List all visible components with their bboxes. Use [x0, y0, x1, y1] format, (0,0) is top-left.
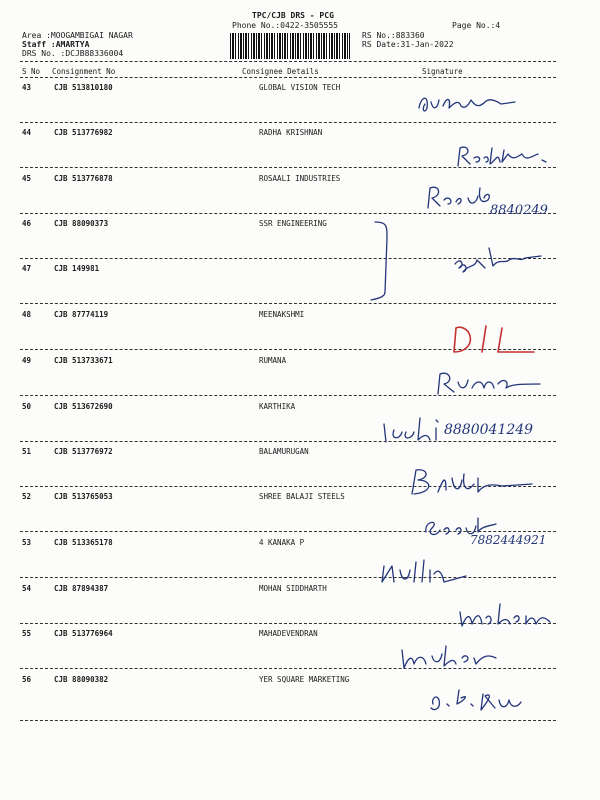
drs-number: DRS No. :DCJB88336004 — [22, 49, 124, 58]
row-consignee: ROSAALI INDUSTRIES — [259, 174, 341, 183]
barcode — [230, 33, 350, 59]
dl-mark-row-48 — [448, 322, 538, 356]
page-number: Page No.:4 — [452, 21, 501, 30]
row-consignment: CJB 88090382 — [54, 675, 109, 684]
signature-row-44 — [452, 140, 562, 170]
column-header-divider — [20, 77, 556, 78]
row-sno: 49 — [22, 356, 32, 365]
row-consignment: CJB 513733671 — [54, 356, 113, 365]
row-consignment: CJB 88090373 — [54, 219, 109, 228]
row-sno: 53 — [22, 538, 32, 547]
row-sno: 48 — [22, 310, 32, 319]
row-consignee: SHREE BALAJI STEELS — [259, 492, 345, 501]
signature-row-43 — [415, 88, 535, 118]
row-consignee: BALAMURUGAN — [259, 447, 309, 456]
header-divider — [20, 61, 556, 62]
row-consignee: KARTHIKA — [259, 402, 296, 411]
signature-row-55 — [398, 640, 508, 670]
signature-row-45 — [420, 180, 600, 220]
row-sno: 54 — [22, 584, 32, 593]
row-consignee: MAHADEVENDRAN — [259, 629, 318, 638]
rs-number: RS No.:883360 — [362, 31, 425, 40]
row-sno: 56 — [22, 675, 32, 684]
signature-row-56 — [425, 686, 565, 714]
column-header-signature: Signature — [422, 67, 463, 76]
row-sno: 43 — [22, 83, 32, 92]
row-consignment: CJB 513776878 — [54, 174, 113, 183]
row-consignment: CJB 513765053 — [54, 492, 113, 501]
row-consignee: MOHAN SIDDHARTH — [259, 584, 327, 593]
signature-row-52 — [420, 508, 600, 546]
row-sno: 52 — [22, 492, 32, 501]
row-sno: 46 — [22, 219, 32, 228]
row-consignee: RADHA KRISHNAN — [259, 128, 323, 137]
row-sno: 44 — [22, 128, 32, 137]
signature-row-49 — [432, 366, 552, 398]
row-consignee: YER SQUARE MARKETING — [259, 675, 350, 684]
row-consignment: CJB 513365178 — [54, 538, 113, 547]
phone-50: 8880041249 — [444, 422, 534, 438]
row-consignee: SSR ENGINEERING — [259, 219, 327, 228]
row-consignment: CJB 513776964 — [54, 629, 113, 638]
phone-52: 7882444921 — [470, 533, 547, 547]
row-consignment: CJB 513776972 — [54, 447, 113, 456]
row-divider — [20, 720, 556, 721]
signature-row-50 — [380, 410, 600, 446]
row-consignee: RUMANA — [259, 356, 287, 365]
row-sno: 55 — [22, 629, 32, 638]
row-consignee: MEENAKSHMI — [259, 310, 305, 319]
phone-number: Phone No.:0422-3505555 — [232, 21, 338, 30]
row-consignment: CJB 149981 — [54, 264, 100, 273]
staff-label: Staff :AMARTYA — [22, 40, 90, 49]
row-consignee: GLOBAL VISION TECH — [259, 83, 341, 92]
column-header-consignment: Consignment No — [52, 67, 116, 76]
signature-row-53 — [380, 556, 490, 586]
row-consignment: CJB 87894387 — [54, 584, 109, 593]
signature-row-51 — [402, 464, 552, 498]
sheet-title: TPC/CJB DRS - PCG — [252, 11, 334, 20]
signature-row-54 — [456, 598, 566, 628]
row-consignment: CJB 513776982 — [54, 128, 113, 137]
row-sno: 45 — [22, 174, 32, 183]
column-header-sno: S No — [22, 67, 41, 76]
rs-date: RS Date:31-Jan-2022 — [362, 40, 454, 49]
row-consignment: CJB 513672690 — [54, 402, 113, 411]
signature-row-46-47 — [365, 218, 555, 304]
phone-45: 8840249 — [490, 203, 548, 218]
area-label: Area :MOOGAMBIGAI NAGAR — [22, 31, 133, 40]
row-consignee: 4 KANAKA P — [259, 538, 305, 547]
row-consignment: CJB 513810180 — [54, 83, 113, 92]
row-sno: 47 — [22, 264, 32, 273]
row-divider — [20, 122, 556, 123]
row-consignment: CJB 87774119 — [54, 310, 109, 319]
row-sno: 50 — [22, 402, 32, 411]
row-sno: 51 — [22, 447, 32, 456]
column-header-consignee: Consignee Details — [242, 67, 319, 76]
